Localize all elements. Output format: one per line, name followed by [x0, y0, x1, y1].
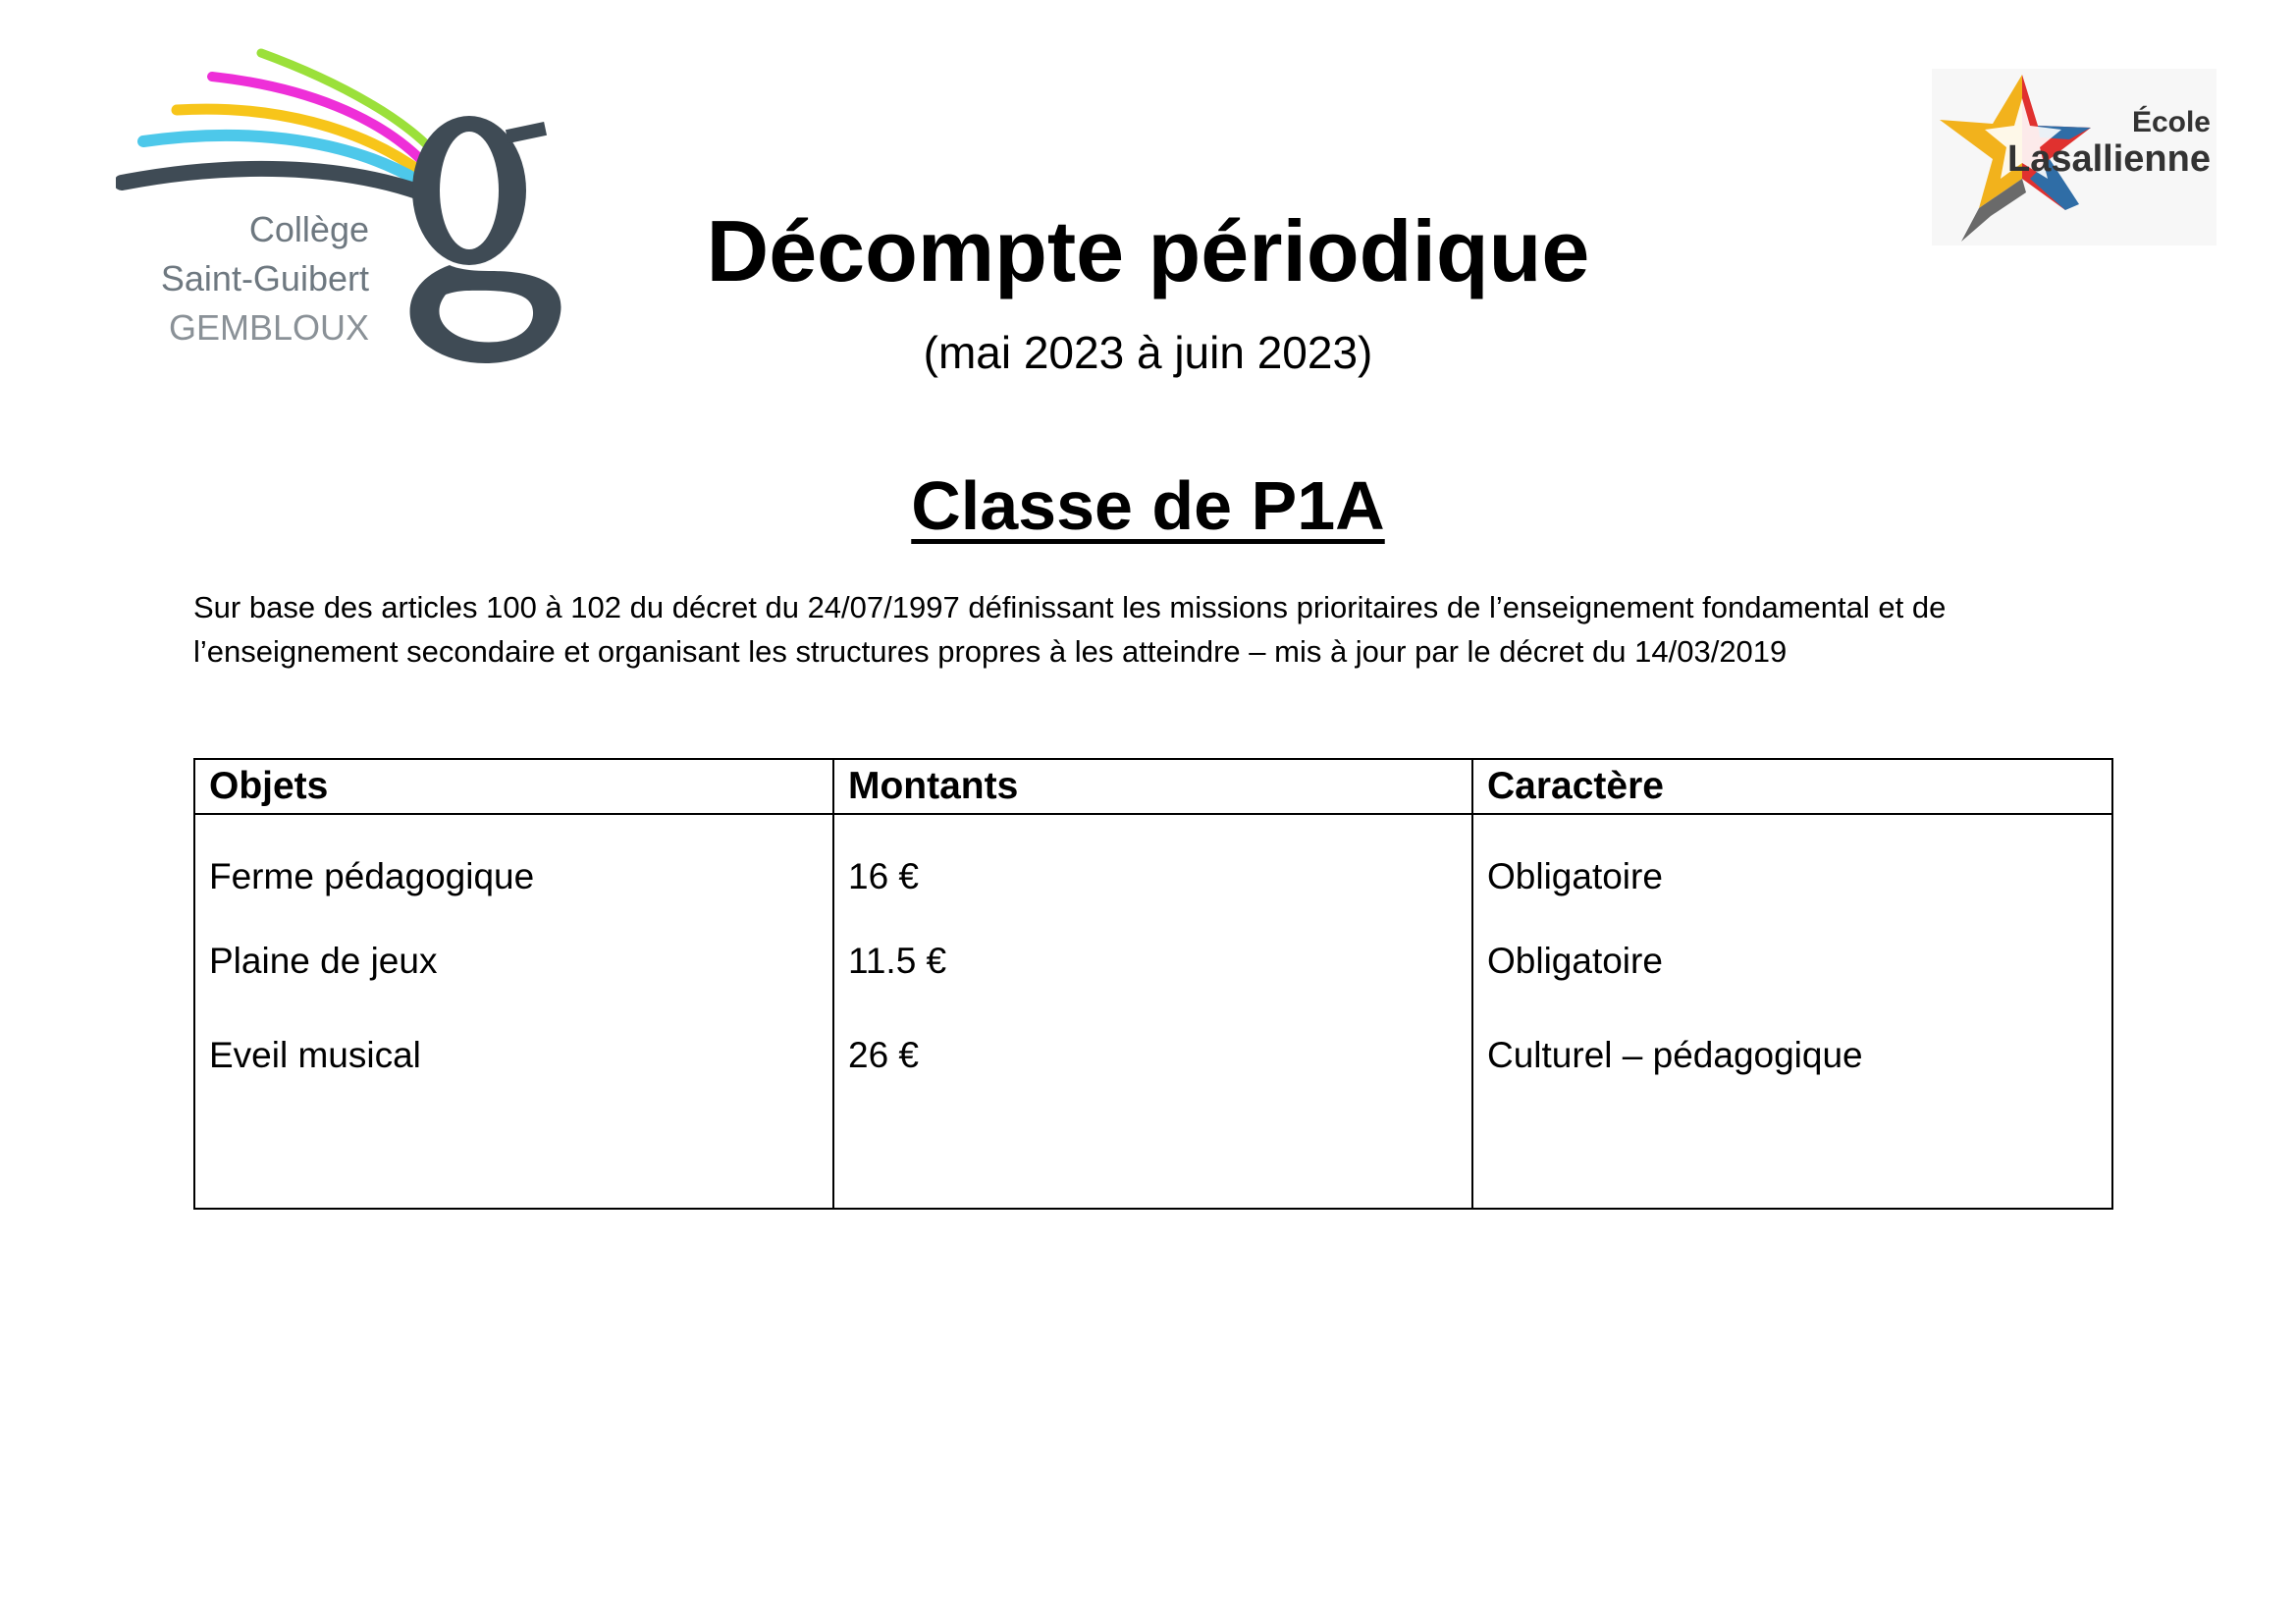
cell-objet: Plaine de jeux	[194, 899, 833, 984]
legal-basis-paragraph: Sur base des articles 100 à 102 du décret du 24/07/1997 définissant les missions prioritaires de l’enseignement fondamental et de l’enseignement secondaire et organisant les structures propres à les atteindre – mis à jour par le décret du 14/03/2019	[193, 590, 1947, 669]
class-heading-text: Classe de P1A	[911, 467, 1385, 544]
logo-ecole-line2: Lasallienne	[2007, 138, 2211, 180]
table-row	[194, 814, 2112, 899]
class-heading	[0, 467, 2296, 544]
cell-caractere: Culturel – pédagogique	[1472, 984, 2112, 1078]
table-header-row	[194, 759, 2112, 814]
table-empty-row	[194, 1078, 2112, 1209]
cell-montant: 16 €	[833, 814, 1472, 899]
cell-montant: 11.5 €	[833, 899, 1472, 984]
table-row	[194, 984, 2112, 1078]
cell-caractere: Obligatoire	[1472, 899, 2112, 984]
header-caractere: Caractère	[1472, 759, 2112, 814]
logo-college-line3: GEMBLOUX	[168, 307, 369, 348]
header-objets: Objets	[194, 759, 833, 814]
logo-ecole-line1: École	[2131, 106, 2211, 138]
cell-objet: Eveil musical	[194, 984, 833, 1078]
empty-cell	[1472, 1078, 2112, 1209]
logo-college-line1: Collège	[248, 209, 369, 249]
cell-caractere: Obligatoire	[1472, 814, 2112, 899]
empty-cell	[833, 1078, 1472, 1209]
cell-montant: 26 €	[833, 984, 1472, 1078]
page-title: Décompte périodique	[706, 202, 1590, 299]
logo-college-line2: Saint-Guibert	[160, 258, 369, 298]
header-montants: Montants	[833, 759, 1472, 814]
costs-table	[193, 758, 2113, 1210]
period-subtitle: (mai 2023 à juin 2023)	[923, 327, 1373, 378]
cell-objet: Ferme pédagogique	[194, 814, 833, 899]
table-row	[194, 899, 2112, 984]
empty-cell	[194, 1078, 833, 1209]
